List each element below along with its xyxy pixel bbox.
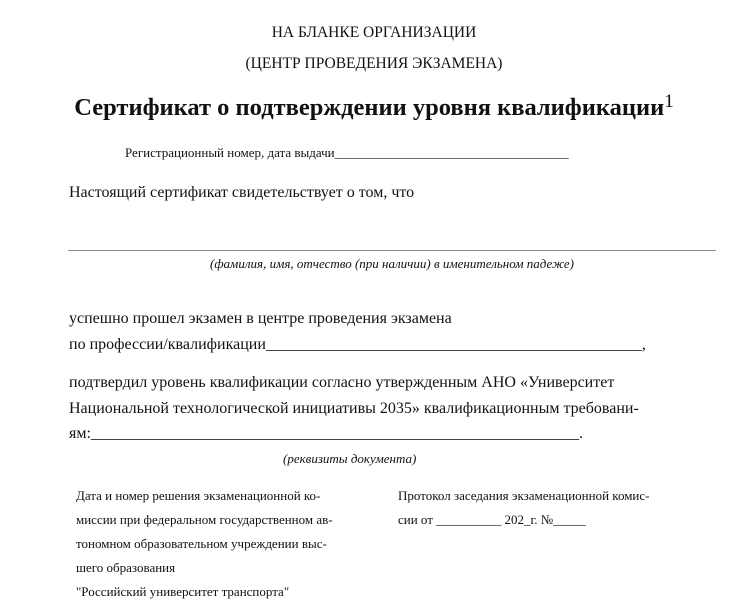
registration-row <box>125 145 569 161</box>
profession-label: по профессии/квалификации <box>69 336 266 353</box>
protocol-line[interactable]: сии от __________ 202_г. №_____ <box>398 512 586 527</box>
decision-line: шего образования <box>76 560 176 575</box>
requirements-label: ям: <box>69 425 91 442</box>
requirements-period: . <box>578 425 583 442</box>
intro-text: Настоящий сертификат свидетельствует о том, что <box>69 184 415 201</box>
decision-line: миссии при федеральном государственном ав- <box>76 512 333 527</box>
decision-line: "Российский университет транспорта" <box>76 584 290 599</box>
footnote-mark: 1 <box>664 91 674 112</box>
full-name-caption: (фамилия, имя, отчество (при наличии) в именительном падеже) <box>210 256 574 271</box>
registration-blank[interactable]: ____________________________________ <box>334 145 569 160</box>
letterhead-line-2: (ЦЕНТР ПРОВЕДЕНИЯ ЭКЗАМЕНА) <box>245 55 503 72</box>
decision-line: тономном образовательном учреждении выс- <box>76 536 327 551</box>
document-details-caption: (реквизиты документа) <box>283 451 417 466</box>
exam-line-1: успешно прошел экзамен в центре проведения экзамена <box>69 310 452 327</box>
protocol-block <box>398 484 650 532</box>
requirements-blank[interactable]: _____________________________________________________________ <box>90 425 579 442</box>
full-name-field-line[interactable] <box>68 250 716 251</box>
profession-blank[interactable]: _______________________________________________ <box>265 336 642 353</box>
protocol-line: Протокол заседания экзаменационной комис- <box>398 488 650 503</box>
requirements-row <box>69 425 583 443</box>
confirmation-line-2: Национальной технологической инициативы 2035» квалификационным требовани- <box>69 400 639 417</box>
decision-line: Дата и номер решения экзаменационной ко- <box>76 488 321 503</box>
profession-comma: , <box>641 336 646 353</box>
title-text: Сертификат о подтверждении уровня квалификации <box>74 94 665 121</box>
registration-label: Регистрационный номер, дата выдачи <box>125 145 335 160</box>
profession-row <box>69 336 646 354</box>
confirmation-line-1: подтвердил уровень квалификации согласно утвержденным АНО «Университет <box>69 374 615 391</box>
decision-block <box>76 484 333 604</box>
certificate-title <box>0 91 748 122</box>
letterhead-line-1: НА БЛАНКЕ ОРГАНИЗАЦИИ <box>271 24 477 41</box>
